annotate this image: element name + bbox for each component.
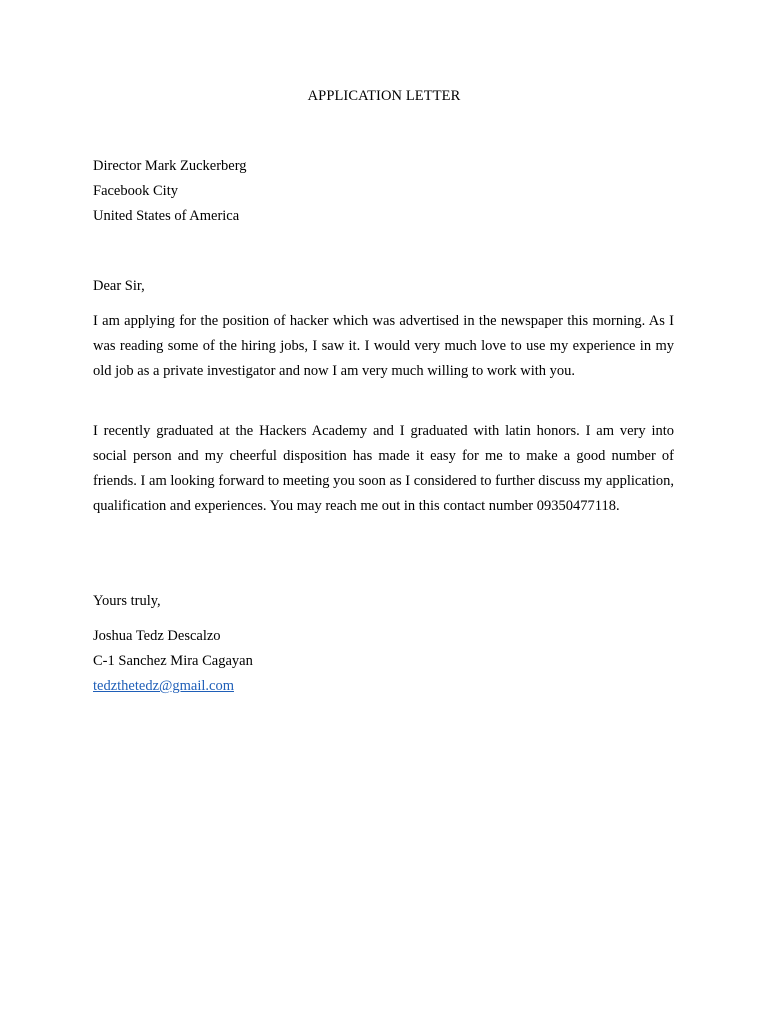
sender-name: Joshua Tedz Descalzo: [93, 628, 221, 644]
body-paragraph-1: I am applying for the position of hacker which was advertised in the newspaper this morning. As I was reading some of the hiring jobs, I saw it. I would very much love to use my experience in my old job as a private investigator and now I am very much willing to work with you.: [93, 313, 674, 379]
recipient-city: Facebook City: [93, 183, 178, 199]
body-paragraph-2: I recently graduated at the Hackers Academy and I graduated with latin honors. I am very into social person and my cheerful disposition has made it easy for me to make a good number of friends. I am looking forward to meeting you soon as I considered to further discuss my application, qualification and experiences. You may reach me out in this contact number 09350477118.: [93, 423, 674, 514]
recipient-name: Director Mark Zuckerberg: [93, 158, 247, 174]
sender-email-link[interactable]: tedzthetedz@gmail.com: [93, 678, 234, 694]
salutation: Dear Sir,: [93, 278, 145, 294]
recipient-country: United States of America: [93, 208, 240, 224]
sender-address: C-1 Sanchez Mira Cagayan: [93, 653, 253, 669]
page-title: APPLICATION LETTER: [307, 88, 461, 104]
closing: Yours truly,: [93, 593, 161, 609]
